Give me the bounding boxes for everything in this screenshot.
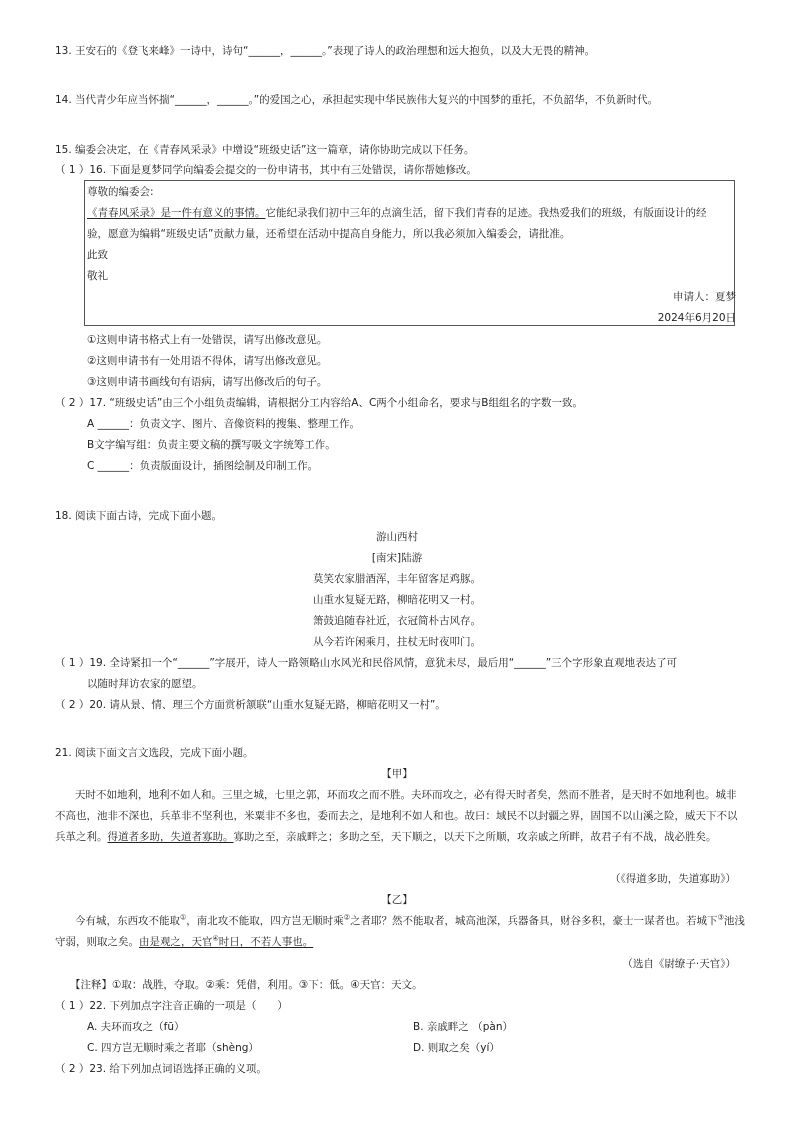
question-22: （ 1 ）22. 下列加点字注音正确的一项是（ ）: [55, 1000, 288, 1012]
letter-signer: 申请人：夏梦: [673, 291, 736, 303]
q16-item-1: ①这则申请书格式上有一处错误，请写出修改意见。: [87, 334, 328, 346]
question-19-line-2: 以随时拜访农家的愿望。: [87, 678, 203, 690]
question-13: 13. 王安石的《登飞来峰》一诗中，诗句“______，______。”表现了诗人的政治理想和远大抱负，以及大无畏的精神。: [55, 45, 596, 57]
poem-author: [南宋]陆游: [371, 552, 423, 564]
poem-line-2: 山重水复疑无路，柳暗花明又一村。: [313, 594, 481, 606]
passage-yi-part-6: 时日，不若人事也。: [218, 936, 314, 948]
letter-underlined-sentence: 《青春风采录》是一件有意义的事情。: [87, 207, 266, 219]
q22-option-a[interactable]: A. 夫环而攻之（fū）: [87, 1021, 185, 1033]
letter-body-line1: [87, 206, 707, 220]
letter-body-line1-rest: 它能纪录我们初中三年的点滴生活，留下我们青春的足迹。我热爱我们的班级，有版面设计的经: [265, 207, 707, 219]
passage-yi-text: [55, 911, 745, 953]
passage-jia-part-a: 天时不如地利，地利不如人和。三里之城，七里之郭，环而攻之而不胜。夫环而攻之，必有得天时者矣，然而不胜者，是天时不如地利也。城非不高也，池非不深也，兵革非不坚利也，米粟非不多也，委而去之，是地利不如人和也。故曰：域民不以封疆之界，固国不以山溪之险，威天下不以兵革之利。: [55, 789, 738, 843]
question-21: 21. 阅读下面文言文选段，完成下面小题。: [55, 747, 254, 759]
question-16: （ 1 ）16. 下面是夏梦同学向编委会提交的一份申请书，其中有三处错误，请你帮她修改。: [55, 164, 477, 176]
letter-closing-2: 敬礼: [87, 270, 108, 282]
poem-title: 游山西村: [376, 531, 418, 543]
q17-item-c: C ______：负责版面设计，插图绘制及印制工作。: [87, 460, 319, 472]
question-18: 18. 阅读下面古诗，完成下面小题。: [55, 510, 223, 522]
letter-closing-1: 此致: [87, 249, 108, 261]
passage-jia-source: （《得道多助，失道寡助》）: [610, 873, 736, 885]
letter-body-line2: 验，愿意为编辑“班级史话”贡献力量，还希望在活动中提高自身能力，所以我必须加入编委会，请批准。: [87, 228, 571, 240]
question-15: 15. 编委会决定，在《青春风采录》中增设“班级史话”这一篇章，请你协助完成以下任务。: [55, 144, 475, 156]
passage-yi-underlined: [139, 936, 313, 948]
poem-line-4: 从今若许闲乘月，拄杖无时夜叩门。: [313, 636, 481, 648]
note-mark-1: ①: [180, 913, 187, 922]
q22-option-b[interactable]: B. 亲戚畔之 （pàn）: [413, 1021, 513, 1033]
passage-yi-part-5: 由是观之，天官: [139, 936, 213, 948]
q22-option-d[interactable]: D. 则取之矣（yí）: [413, 1042, 500, 1054]
note-mark-3: ③: [717, 913, 724, 922]
annotation-notes: 【注释】①取：战胜，夺取。②乘：凭借，利用。③下：低。④天官：天文。: [70, 979, 423, 991]
q22-option-c[interactable]: C. 四方岂无顺时乘之者耶（shèng）: [87, 1042, 259, 1054]
passage-yi-part-4: 池浅守弱，则取之矣。: [55, 915, 745, 948]
passage-jia-label: 【甲】: [381, 768, 413, 780]
letter-date: 2024年6月20日: [657, 312, 736, 324]
passage-yi-part-2: ，南北攻不能取，四方岂无顺时乘: [186, 915, 344, 927]
poem-line-3: 箫鼓追随春社近，衣冠简朴古风存。: [313, 615, 481, 627]
letter-greeting: 尊敬的编委会:: [87, 186, 154, 198]
passage-jia-part-b: 寡助之至，亲戚畔之；多助之至，天下顺之，以天下之所顺，攻亲戚之所畔，故君子有不战，战必胜矣。: [233, 831, 717, 843]
q17-item-b: B文字编写组：负责主要文稿的撰写吸文字统筹工作。: [87, 439, 336, 451]
application-letter-box: [84, 180, 735, 326]
poem-line-1: 莫笑农家腊酒浑，丰年留客足鸡豚。: [313, 573, 481, 585]
question-19-line-1: （ 1 ）19. 全诗紧扣一个“______”字展开，诗人一路领略山水风光和民俗风情，意犹未尽，最后用“______”三个字形象直观地表达了可: [55, 657, 678, 669]
passage-yi-source: （选自《尉缭子·天官》）: [622, 958, 736, 970]
passage-jia-text: [55, 785, 745, 848]
q16-item-2: ②这则申请书有一处用语不得体，请写出修改意见。: [87, 355, 328, 367]
note-mark-4: ④: [212, 934, 219, 943]
question-23: （ 2 ）23. 给下列加点词语选择正确的义项。: [55, 1063, 267, 1075]
passage-yi-label: 【乙】: [381, 894, 413, 906]
passage-yi-part-3: 之者耶？然不能取者，城高池深，兵器备具，财谷多积，豪士一谋者也。若城下: [350, 915, 718, 927]
question-14: 14. 当代青少年应当怀揣“______，______。”的爱国之心，承担起实现中华民族伟大复兴的中国梦的重托，不负韶华，不负新时代。: [55, 94, 659, 106]
note-mark-2: ②: [343, 913, 351, 922]
q16-item-3: ③这则申请书画线句有语病，请写出修改后的句子。: [87, 376, 328, 388]
question-20: （ 2 ）20. 请从景、情、理三个方面赏析颔联“山重水复疑无路，柳暗花明又一村”。: [55, 699, 446, 711]
passage-yi-part-1: 今有城，东西攻不能取: [75, 915, 180, 927]
passage-jia-underlined: 得道者多助，失道者寡助。: [107, 831, 234, 843]
question-17: （ 2 ）17. “班级史话”由三个小组负责编辑，请根据分工内容给A、C两个小组命名，要求与B组组名的字数一致。: [55, 397, 583, 409]
q17-item-a: A ______：负责文字、图片、音像资料的搜集、整理工作。: [87, 418, 361, 430]
